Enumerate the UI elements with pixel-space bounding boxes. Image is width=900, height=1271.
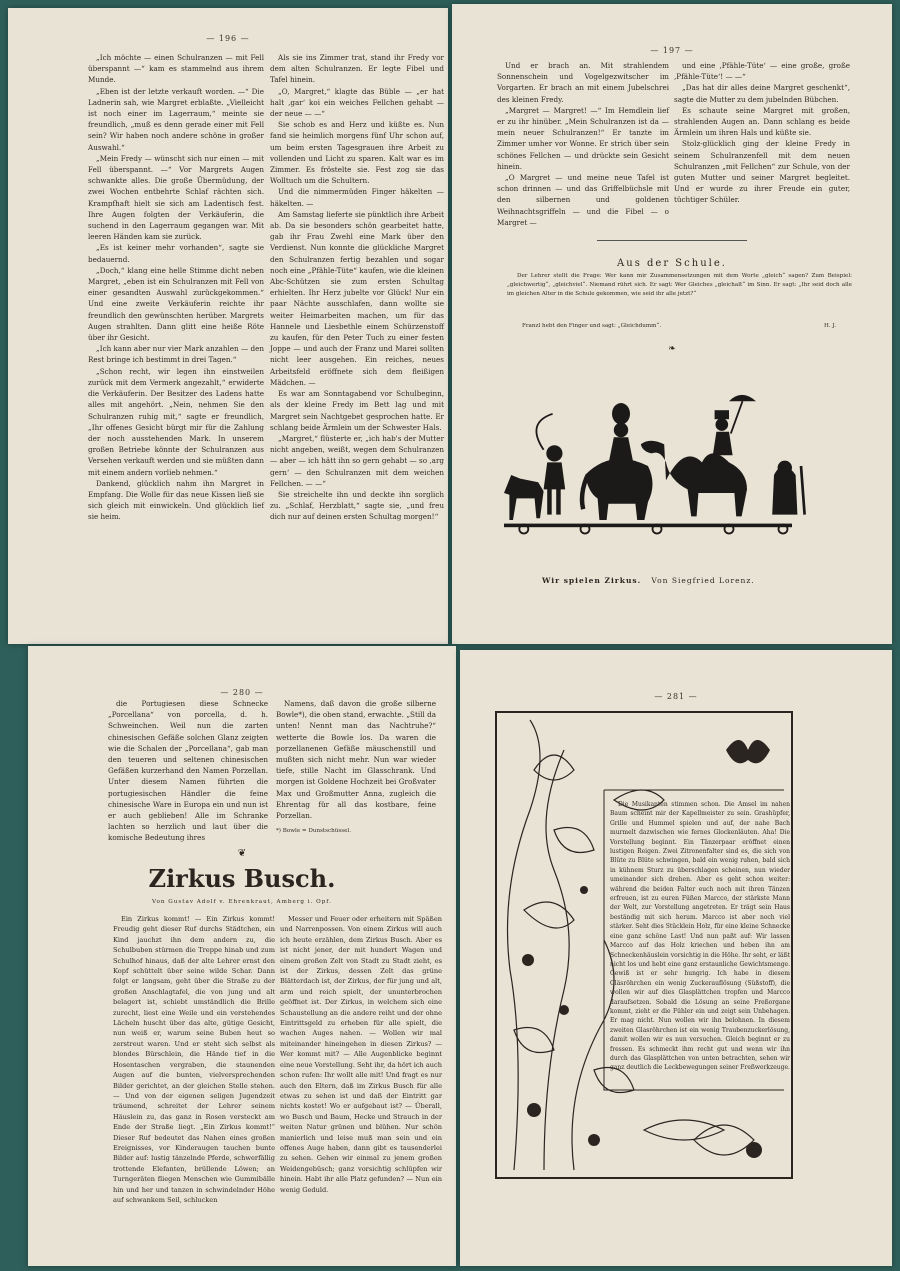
page-281 [460, 650, 892, 1266]
school-answer: Franzl hebt den Finger und sagt: „Gleichdumm“. [522, 323, 662, 329]
signature: H. J. [824, 323, 837, 329]
page-197-left-column: Und er brach an. Mit strahlendem Sonnenschein und Vogelgezwitscher im Vorgarten. Er brach an mit einem Jubelschrei des kleinen Fredy. „Margret — Margret! —“ Im Hemdlein lief er zu ihr hinüber. „Mein Schulranzen ist da — mein neuer Schulranzen!“ Er tanzte im Zimmer umher vor Wonne. Er strich über sein schönes Fellchen — und drückte sein Gesicht hinein. „O Margret — und meine neue Tafel ist schon drinnen — und das Griffelbüchsle mit den silbernen und goldenen Weihnachtsgriffeln — und die Fibel — o Margret — [497, 61, 669, 227]
ornament-icon: ❦ [237, 848, 247, 859]
page-280 [28, 646, 456, 1266]
illustration-caption: Wir spielen Zirkus. Von Siegfried Lorenz. [542, 576, 755, 585]
article-byline: Von Gustav Adolf v. Ehrenkraut, Amberg i. Opf. [152, 899, 332, 905]
page-196 [8, 8, 448, 644]
page-280-body-right: Messer und Feuer oder erheitern mit Späßen und Narrenpossen. Von einem Zirkus will auch ich heute erzählen, dem Zirkus Busch. Aber es ist nicht jener, der mit hundert Wagen und einem großen Zelt von Stadt zu Stadt zieht, es ist der Zirkus, dessen Zelt das grüne Blätterdach ist, der Zirkus, der für jung und alt, arm und reich spielt, der ununterbrochen geöffnet ist. Der Zirkus, in welchem sich eine Schaustellung an die andere reiht und der ohne Eintrittsgeld zu erheben für alle spielt, die wachen Auges nahen. — Wollen wir mal miteinander hineingehen in diesen Zirkus? — Wer kommt mit? — Alle Augenblicke beginnt eine neue Vorstellung. Seht ihr, da hört ich auch schon rufen: Ihr wollt alle mit! Und fragt es nur auch den Eltern, daß im Zirkus Busch für alle etwas zu sehen ist und daß der Eintritt gar nichts kostet! Wo er aufgebaut ist? — Überall, wo Busch und Baum, Hecke und Strauch in der weiten Natur grünen und blühen. Nur schön manierlich und leise muß man sein und ein offenes Auge haben, dann gibt es tausenderlei zu sehen. Gehen wir einmal zu jenem großen Weidengebüsch; ganz vorsichtig schlüpfen wir hinein. Habt ihr alle Platz gefunden? — Nun ein wenig Geduld. [280, 915, 442, 1194]
footnote: *) Bowle = Dunstschüssel. [276, 828, 352, 835]
page-number: — 196 — [206, 34, 250, 43]
page-280-top-right: Namens, daß davon die große silberne Bowle*), die oben stand, erwachte. „Still da unten! Nennt man das Nachtruhe?“ wetterte die Bowle los. Da waren die porzellanenen Gefäße mäuschenstill und mußten sich nicht mehr. Nun war wieder tiefe, stille Nacht im Glasschrank. Und morgen ist Goldene Hochzeit bei Großvater Max und Großmutter Anna, zugleich die Ehrentag für all das kostbare, feine Porzellan. *) Bowle = Dunstschüssel. [276, 699, 436, 835]
page-number: — 280 — [220, 688, 264, 697]
ornament-icon: ❧ [668, 344, 676, 354]
page-197 [452, 4, 892, 644]
section-title: Aus der Schule. [617, 258, 727, 269]
page-280-top-left: die Portugiesen diese Schnecke „Porcellana“ von porcella, d. h. Schweinchen. Weil nun die zarten chinesischen Gefäße solchen Glanz zeigten wie die Schalen der „Porcellana“, gab man den teueren und seltenen chinesischen Gefäßen kurzerhand den Namen Porzellan. Unter diesem Namen führten die portugiesischen Händler die feine chinesische Ware in Europa ein und nun ist er auch geblieben! Alle im Schranke lachten so herzlich und laut über die komische Bedeutung ihres [108, 699, 268, 843]
page-280-body-left: Ein Zirkus kommt! — Ein Zirkus kommt! Freudig geht dieser Ruf durchs Städtchen, ein Kind jauchzt ihn dem andern zu, die Schulbuben stürmen die Treppe hinab und zum Schulhof hinaus, daß der alte Lehrer ernst den Kopf schüttelt über seine wilde Schar. Dann folgt er langsam, geht über die Straße zu der großen Anschlagtafel, die von jung und alt belagert ist, schiebt umständlich die Brille zurecht, liest eine Weile und ein verstehendes Lächeln huscht über das alte, gütige Gesicht, nun weiß er, warum seine Buben heut so zerstreut waren. Und er steht sich selbst als blondes Bürschlein, die Hände tief in die Hosentaschen vergraben, die staunenden Augen auf die bunten, vielversprechenden Bilder gerichtet, an der gleichen Stelle stehen. — Und von der eigenen seligen Jugendzeit träumend, schreitet der Lehrer seinem Häuslein zu, das ganz in Rosen versteckt am Ende der Straße liegt. „Ein Zirkus kommt!“ Dieser Ruf bedeutet das Nahen eines großen Ereignisses, vor Kinderaugen tauchen bunte Bilder auf: lustig tänzelnde Pferde, schwerfällig trottende Elefanten, brüllende Löwen; an Turngeräten fliegen Menschen wie Gummibälle hin und her und tanzen in schwindelnder Höhe auf schwankem Seil, schlucken [113, 915, 275, 1204]
article-title: Zirkus Busch. [148, 864, 336, 893]
page-281-frame-text: Die Musikanten stimmen schon. Die Amsel im nahen Baum scheint mir der Kapellmeister zu sein. Grashüpfer, Grille und Hummel spielen und auf, der nahe Bach murmelt dazwischen wie fernes Glockenläuten. Aha! Die Vorstellung beginnt. Ein Tänzerpaar eröffnet einen lustigen Reigen. Zwei Zitronenfalter sind es, die sich von Blüte zu Blüte schwingen, bald ein wenig ruhen, bald sich in kühnem Sturz zu überschlagen scheinen, nun wieder umeinander sich drehen. Aber es geht schon weiter: während die beiden Falter euch noch mit ihren Tänzen erfreuen, ist zu euren Füßen Marcco, der stärkste Mann der Welt, zur Vorstellung angetreten. Er trägt sein Haus beständig mit sich herum. Marcco ist aber noch viel stärker. Seht dies Stücklein Holz, für eine kleine Schnecke eine ganz schöne Last! Und nun paßt auf: Wir lassen Marcco auf das Holz kriechen und heben ihn am Schneckenhäuslein vorsichtig in die Höhe. Ihr seht, er läßt nicht los und hebt eine ganz erstaunliche Gewichtsmenge. Gewiß ist er sehr hungrig. Ich habe in diesem Gläsröhrchen ein wenig Zuckerauflösung (Süßstoff), die wollen wir auf dies Glasplättchen tropfen und Marcco daraufsetzen. Sobald die Lösung an seine Freßorgane kommt, zieht er die Fühler ein und zeigt sein Unbehagen. Er mag nicht. Nun wollen wir ihn belohnen. In diesem zweiten Glasröhrchen ist ein wenig Traubenzuckerlösung, damit wollen wir es nun versuchen. Gleich beginnt er zu fressen. Es schmeckt ihm recht gut und wenn wir ihn durch das Glasplättchen von unten betrachten, sehen wir ganz deutlich die Leckbewegungen seiner Freßwerkzeuge. [610, 801, 790, 1072]
school-anecdote: Der Lehrer stellt die Frage: Wer kann mir Zusammensetzungen mit dem Worte „gleich“ sagen? Zum Beispiel: „gleichwertig“, „gleichviel“. Niemand rührt sich. Er sagt: Wer Gleiches „gleichalt“ im Sinn. Er sagt: „Ihr seid doch alle im gleichen Alter in die Schule gekommen, wie seid ihr alle jetzt?“ [507, 273, 852, 297]
page-number: — 281 — [654, 692, 698, 701]
page-196-left-column: „Ich möchte — einen Schulranzen — mit Fell überspannt —“ kam es stammelnd aus ihrem Munde. „Eben ist der letzte verkauft worden. —“ Die Ladnerin sah, wie Margret erblaßte. „Vielleicht ist noch einer im Lagerraum,“ meinte sie freundlich, „muß es denn gerade einer mit Fell sein? Wir haben noch andere schöne in großer Auswahl.“ „Mein Fredy — wünscht sich nur einen — mit Fell überspannt. —“ Vor Margrets Augen schwankte alles. Die große Übermüdung, der zwei Wochen entbehrte Schlaf rächten sich. Krampfhaft hielt sie sich am Ladentisch fest. Ihre Augen folgten der Verkäuferin, die suchend in den Lagerraum gegangen war. Mit leeren Händen kam sie zurück. „Es ist keiner mehr vorhanden“, sagte sie bedauernd. „Doch,“ klang eine helle Stimme dicht neben Margret, „eben ist ein Schulranzen mit Fell von einer gesandten Auswahl zurückgekommen.“ Und eine zweite Verkäuferin reichte ihr freundlich den gewünschten herüber. Margrets Augen strahlten. Dann glitt eine heiße Röte über ihr Gesicht. „Ich kann aber nur vier Mark anzahlen — den Rest bringe ich bestimmt in drei Tagen.“ „Schon recht, wir legen ihn einstweilen zurück mit dem Vermerk angezahlt,“ erwiderte die Verkäuferin. Der Besitzer des Ladens hatte alles mit angehört. „Nein, nehmen Sie den Schulranzen ruhig mit,“ sagte er freundlich, „Ihr offenes Gesicht bürgt mir für die Zahlung der noch ausstehenden Mark. In unserem großen Betriebe könnte der Schulranzen aus Versehen verkauft werden und sie müßten dann mit einem andern vorlieb nehmen.“ Dankend, glücklich nahm ihn Margret in Empfang. Die Wolle für das neue Kissen ließ sie sich gleich mit einwickeln. Und glücklich lief sie heim. [88, 53, 264, 522]
circus-silhouette-illustration [486, 392, 846, 558]
page-number: — 197 — [650, 46, 694, 55]
page-196-right-column: Als sie ins Zimmer trat, stand ihr Fredy vor dem alten Schulranzen. Er legte Fibel und Tafel hinein. „O, Margret,“ klagte das Büble — „er hat halt ‚gar‘ koi ein weiches Fellchen gehabt — der neue — —“ Sie schob es and Herz und küßte es. Nun fand sie heimlich morgens fünf Uhr schon auf, um beim ersten Tagesgrauen ihre Arbeit zu vollenden und Licht zu sparen. Kalt war es im Zimmer. Es fröstelte sie. Fest zog sie das Wolltuch um die Schultern. Und die nimmermüden Finger häkelten — häkelten. — Am Samstag lieferte sie pünktlich ihre Arbeit ab. Da sie besonders schön gearbeitet hatte, gab ihr Frau Zwehl eine Mark über den Verdienst. Nun konnte die glückliche Margret den Schulranzen fertig bezahlen und sogar noch eine „Pfähle-Tüte“ kaufen, wie die kleinen Abc-Schützen sie zum ersten Schultag erhielten. Ihr Herz jubelte vor Glück! Nur ein paar Nächte ausschlafen, dann wollte sie weiter Heimarbeiten machen, um für das Hannele und Liesbethle einem Schürzenstoff zu kaufen, für den Peter Tuch zu einer festen Joppe — und auch der Franz und Marei sollten nicht leer ausgehen. Ein reiches, neues Arbeitsfeld eröffnete sich dem fleißigen Mädchen. — Es war am Sonntagabend vor Schulbeginn, als der kleine Fredy im Bett lag und mit Margret sein Nachtgebet gesprochen hatte. Er schlang beide Ärmlein um der Schwester Hals. „Margret,“ flüsterte er, „ich hab's der Mutter nicht angeben, weißt, wegen dem Schulranzen — aber — ich hätt ihn so gern gehabt — so ‚arg gern‘ — den Schulranzen mit dem weichen Fellchen. — —“ Sie streichelte ihn und deckte ihn sorglich zu. „Schlaf, Herzblatt,“ sagte sie, „und freu dich nur auf deinen ersten Schultag morgen!“ [270, 53, 444, 522]
separator-rule [597, 240, 747, 241]
page-197-right-column: und eine ‚Pfähle-Tüte‘ — eine große, große ‚Pfähle-Tüte‘! — —“ „Das hat dir alles deine Margret geschenkt“, sagte die Mutter zu dem jubelnden Bübchen. Es schaute seine Margret mit großen, strahlenden Augen an. Dann schlang es beide Ärmlein um ihren Hals und küßte sie. Stolz-glücklich ging der kleine Fredy in seinem Schulranzenfell mit dem neuen Schulranzen „mit Fellchen“ zur Schule, von der guten Mutter und seiner Margret begleitet. Und er wurde zu ihrer Freude ein guter, tüchtiger Schüler. [674, 61, 850, 205]
